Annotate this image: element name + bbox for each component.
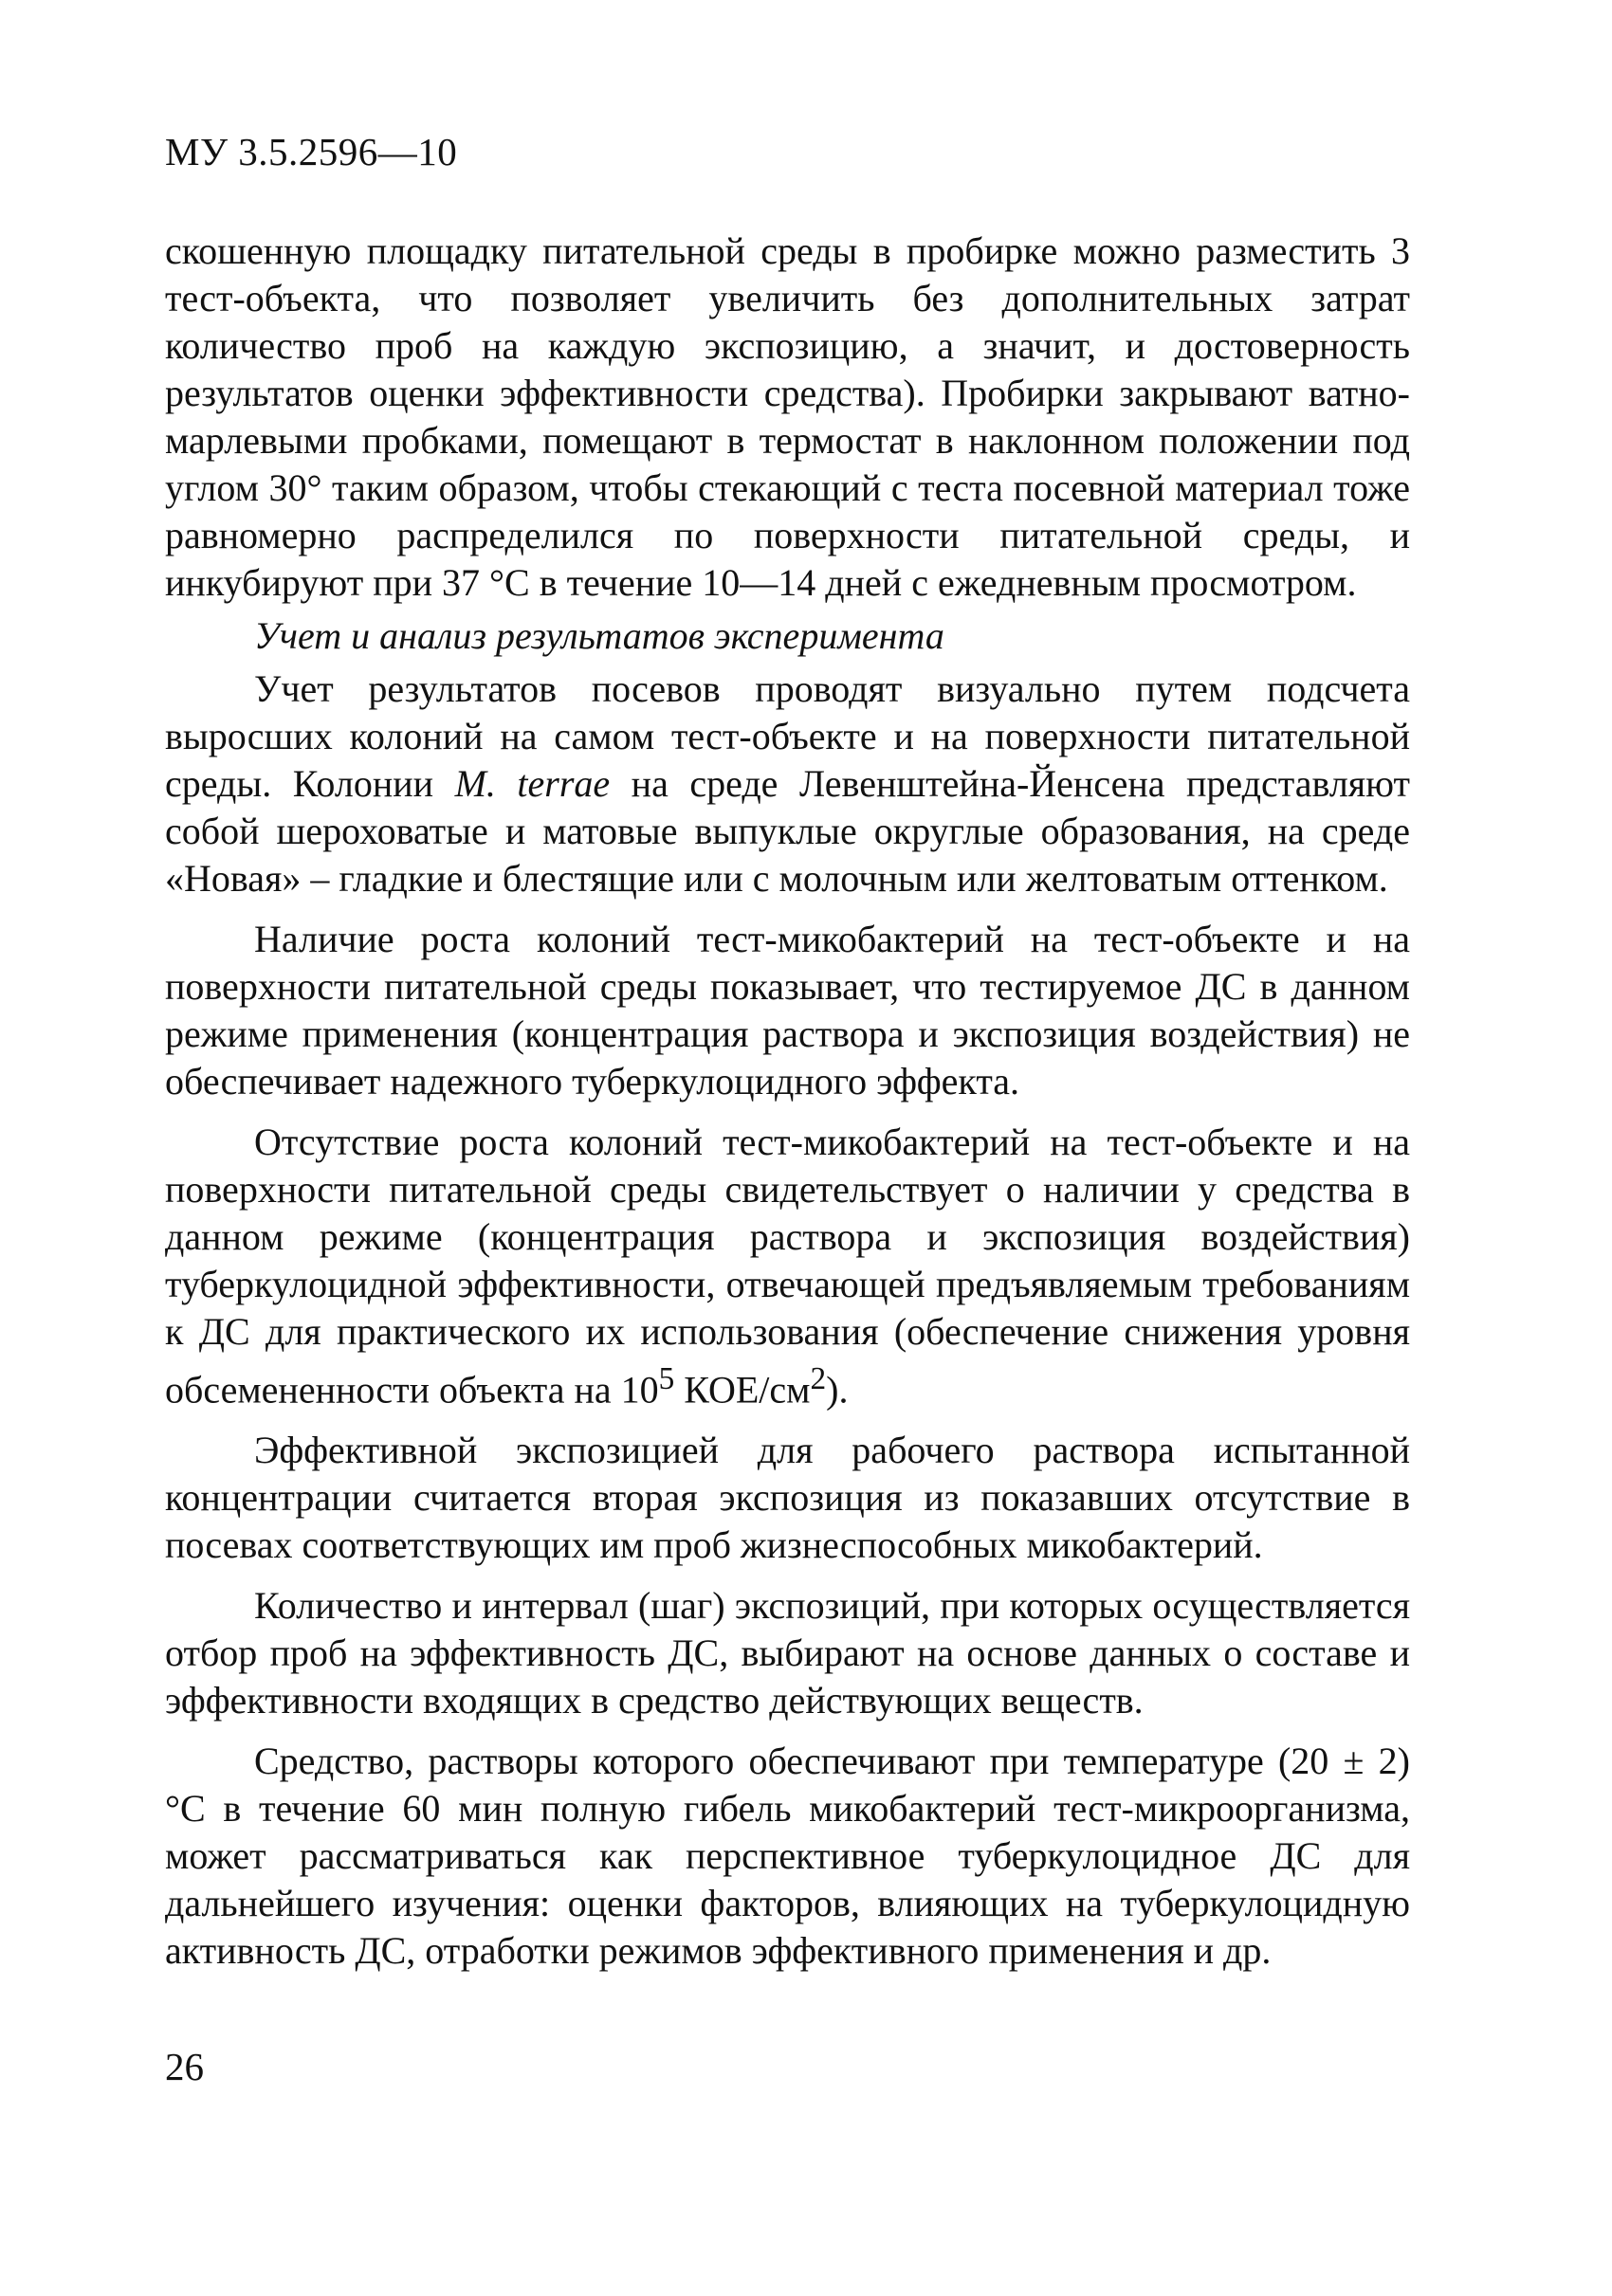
page-body <box>165 228 1410 1975</box>
paragraph-continuation: скошенную площадку питательной среды в пробирке можно разместить 3 тест-объекта, что позволяет увеличить без дополнительных затрат количество проб на каждую экспозицию, а значит, и достоверность результатов оценки эффективности средства). Пробирки закрывают ватно-марлевыми пробками, помещают в термостат в наклонном положении под углом 30° таким образом, чтобы стекающий с теста посевной материал тоже равномерно распределился по поверхности питательной среды, и инкубируют при 37 °С в течение 10—14 дней с ежедневным просмотром. <box>165 229 1410 604</box>
paragraph-conclusion: Средство, растворы которого обеспечивают при температуре (20 ± 2) °С в течение 60 мин полную гибель микобактерий тест-микроорганизма, может рассматриваться как перспективное туберкулоцидное ДС для дальнейшего изучения: оценки факторов, влияющих на туберкулоцидную активность ДС, отработки режимов эффективного применения и др. <box>165 1740 1410 1973</box>
paragraph-text: Отсутствие роста колоний тест-микобактерий на тест-объекте и на поверхности питательной среды свидетельствует о наличии у средства в данном режиме (концентрация раствора и экспозиция воздействия) туберкулоцидной эффективности, отвечающей предъявляемым требованиям к ДС для практического их использования (обеспечение снижения уровня обсемененности объекта на 10 <box>165 1121 1410 1412</box>
exponent: 5 <box>658 1361 675 1396</box>
paragraph-results-counting <box>165 665 1410 902</box>
paragraph-exposure-interval: Количество и интервал (шаг) экспозиций, при которых осуществляется отбор проб на эффективность ДС, выбирают на основе данных о составе и эффективности входящих в средство действующих веществ. <box>165 1584 1410 1722</box>
document-code: МУ 3.5.2596—10 <box>165 130 458 173</box>
section-heading: Учет и анализ результатов эксперимента <box>254 614 944 657</box>
species-name: M. terrae <box>454 762 611 805</box>
paragraph-text: Учет результатов посевов проводят визуально путем подсчета выросших колоний на самом тест-объекте и на поверхности питательной среды. Колонии <box>165 667 1410 805</box>
paragraph-text: на среде Левенштейна-Йенсена представляют собой шероховатые и матовые выпуклые округлые образования, на среде «Новая» – гладкие и блестящие или с молочным или желтоватым оттенком. <box>165 762 1411 900</box>
paragraph-growth-absent <box>165 1119 1410 1413</box>
page-number: 26 <box>165 2045 204 2088</box>
paragraph-text: КОЕ/см <box>674 1368 811 1412</box>
exponent: 2 <box>810 1361 827 1396</box>
paragraph-text: ). <box>826 1368 849 1412</box>
paragraph-effective-exposure: Эффективной экспозицией для рабочего раствора испытанной концентрации считается вторая экспозиция из показавших отсутствие в посевах соответствующих им проб жизнеспособных микобактерий. <box>165 1429 1410 1567</box>
paragraph-growth-present: Наличие роста колоний тест-микобактерий на тест-объекте и на поверхности питательной среды показывает, что тестируемое ДС в данном режиме применения (концентрация раствора и экспозиция воздействия) не обеспечивает надежного туберкулоцидного эффекта. <box>165 918 1410 1102</box>
